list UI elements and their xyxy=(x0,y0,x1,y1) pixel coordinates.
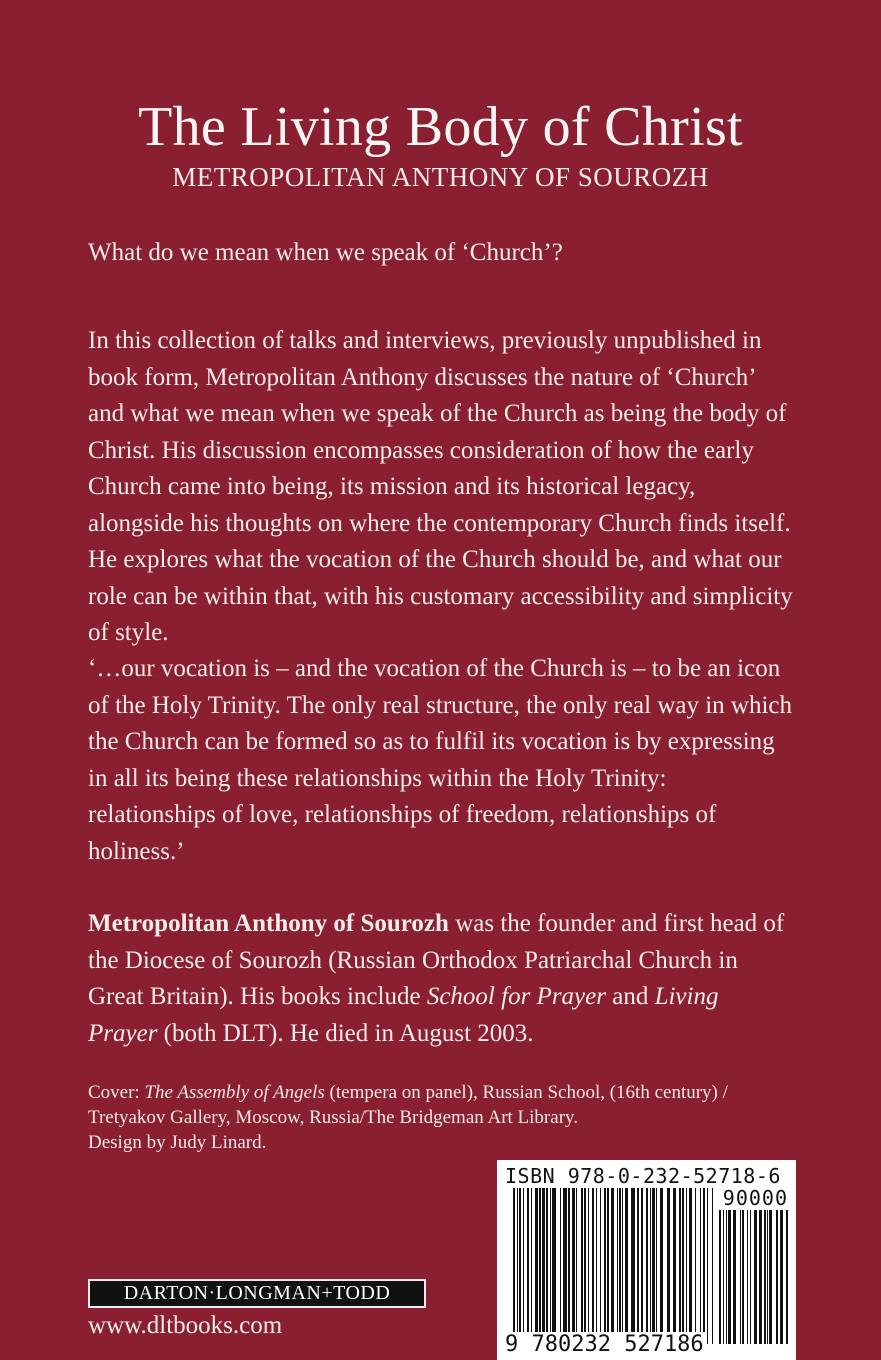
author-bio xyxy=(88,906,793,1052)
barcode-bar xyxy=(600,1188,601,1344)
barcode-bar xyxy=(552,1188,556,1344)
barcode-bar xyxy=(607,1188,609,1344)
barcode-bar xyxy=(588,1188,589,1344)
description-text: In this collection of talks and interviews, previously unpublished in book form, Metropolitan Anthony discusses the nature of ‘Church’ and what we mean when we speak of the Church as being the body of Christ. His discussion encompasses consideration of how the early Church came into being, its mission and its historical legacy, alongside his thoughts on where the contemporary Church finds itself. He explores what the vocation of the Church should be, and what our role can be within that, with his customary accessibility and simplicity of style. xyxy=(88,327,793,646)
credits-artwork: The Assembly of Angels xyxy=(144,1082,325,1103)
barcode-bar xyxy=(539,1188,541,1344)
barcode-bar xyxy=(707,1188,708,1344)
barcode-bar xyxy=(656,1188,657,1344)
author-name: METROPOLITAN ANTHONY OF SOUROZH xyxy=(172,162,709,192)
barcode-bar xyxy=(660,1188,663,1344)
barcode-bar xyxy=(581,1188,583,1344)
barcode-bar xyxy=(560,1188,561,1344)
barcode-bar xyxy=(667,1188,670,1344)
bio-book-2: Living Prayer xyxy=(88,983,719,1047)
intro-question xyxy=(88,235,793,272)
barcode-bar xyxy=(728,1210,731,1344)
barcode-bar xyxy=(726,1210,727,1344)
quote-paragraph xyxy=(88,651,793,870)
bio-text-2: and xyxy=(605,983,655,1010)
barcode-bar xyxy=(780,1210,783,1344)
barcode-bar xyxy=(568,1188,570,1344)
barcode-bar xyxy=(592,1188,594,1344)
barcode-bar xyxy=(576,1188,577,1344)
barcode-bar xyxy=(637,1188,639,1344)
barcode-bar xyxy=(535,1188,538,1344)
quote-text: ‘…our vocation is – and the vocation of the Church is – to be an icon of the Holy Trinity. The only real structure, the only real way in which the Church can be formed so as to fulfil its vocation is by expressing in all its being these relationships within the Holy Trinity: relationships of love, relationships of freedom, relationships of holiness.’ xyxy=(88,655,793,865)
isbn-text: ISBN 978-0-232-52718-6 xyxy=(505,1164,781,1188)
barcode-bar xyxy=(673,1188,676,1344)
question-text: What do we mean when we speak of ‘Church’? xyxy=(88,239,563,266)
barcode-bar xyxy=(754,1210,757,1344)
description-paragraph xyxy=(88,323,793,652)
barcode-bar xyxy=(646,1188,648,1344)
barcode-bar xyxy=(584,1188,586,1344)
barcode-bar xyxy=(776,1210,778,1344)
barcode-bar xyxy=(695,1188,696,1344)
barcode-bar xyxy=(641,1188,643,1344)
book-title: The Living Body of Christ xyxy=(138,96,743,158)
barcode-bar xyxy=(759,1210,762,1344)
barcode-bar xyxy=(719,1210,721,1344)
bio-text-1: was the founder and first head of the Diocese of Sourozh (Russian Orthodox Patriarchal Church in Great Britain). His books include xyxy=(88,910,785,1010)
barcode-bar xyxy=(740,1210,741,1344)
credits-design: Design by Judy Linard. xyxy=(88,1132,267,1153)
credits-details: (tempera on panel), Russian School, (16th century) / Tretyakov Gallery, Moscow, Russia/The Bridgeman Art Library. xyxy=(88,1082,728,1128)
barcode-bar xyxy=(767,1210,768,1344)
barcode-bar xyxy=(689,1188,692,1344)
barcode-bar xyxy=(769,1210,772,1344)
publisher-website[interactable]: www.dltbooks.com xyxy=(88,1312,283,1339)
barcode-bar xyxy=(747,1210,748,1344)
isbn-barcode xyxy=(497,1160,796,1360)
bio-text-3: (both DLT). He died in August 2003. xyxy=(157,1019,534,1047)
barcode-bar xyxy=(733,1210,736,1344)
publisher-logo: DARTON·LONGMAN+TODD xyxy=(88,1279,426,1308)
barcode-bar xyxy=(572,1188,575,1344)
barcode-bar xyxy=(742,1210,744,1344)
barcode-bar xyxy=(513,1188,515,1344)
barcode-bar xyxy=(517,1188,518,1344)
barcode-bar xyxy=(631,1188,635,1344)
barcode-bar xyxy=(604,1188,606,1344)
barcode-bar xyxy=(546,1188,548,1344)
barcode-bar xyxy=(764,1210,766,1344)
bio-book-1: School for Prayer xyxy=(426,983,606,1010)
barcode-bar xyxy=(723,1210,724,1344)
price-code: 90000 xyxy=(722,1186,788,1210)
barcode-bar xyxy=(703,1188,705,1344)
barcode-bar xyxy=(652,1188,655,1344)
barcode-bar xyxy=(550,1188,551,1344)
barcode-bar xyxy=(650,1188,651,1344)
barcode-bar xyxy=(527,1188,529,1344)
barcode-bar xyxy=(686,1188,687,1344)
barcode-bar xyxy=(617,1188,618,1344)
barcode-bar xyxy=(531,1188,532,1344)
barcode-bars-main xyxy=(513,1188,713,1344)
barcode-bar xyxy=(523,1188,524,1344)
barcode-bar xyxy=(625,1188,628,1344)
barcode-bars-addon xyxy=(719,1210,789,1344)
barcode-bar xyxy=(700,1188,701,1344)
cover-credits xyxy=(88,1080,788,1155)
barcode-bar xyxy=(611,1188,614,1344)
barcode-bar xyxy=(619,1188,621,1344)
barcode-bar xyxy=(712,1188,713,1344)
bio-author-name: Metropolitan Anthony of Sourozh xyxy=(88,910,449,937)
barcode-bar xyxy=(786,1210,788,1344)
barcode-bar xyxy=(542,1188,545,1344)
barcode-bar xyxy=(563,1188,567,1344)
barcode-bar xyxy=(679,1188,681,1344)
barcode-bar xyxy=(682,1188,684,1344)
barcode-bar xyxy=(750,1210,751,1344)
barcode-bar xyxy=(596,1188,597,1344)
barcode-digits: 9 780232 527186 xyxy=(505,1332,704,1357)
barcode-bar xyxy=(519,1188,521,1344)
barcode-bar xyxy=(622,1188,623,1344)
credits-prefix: Cover: xyxy=(88,1082,145,1103)
